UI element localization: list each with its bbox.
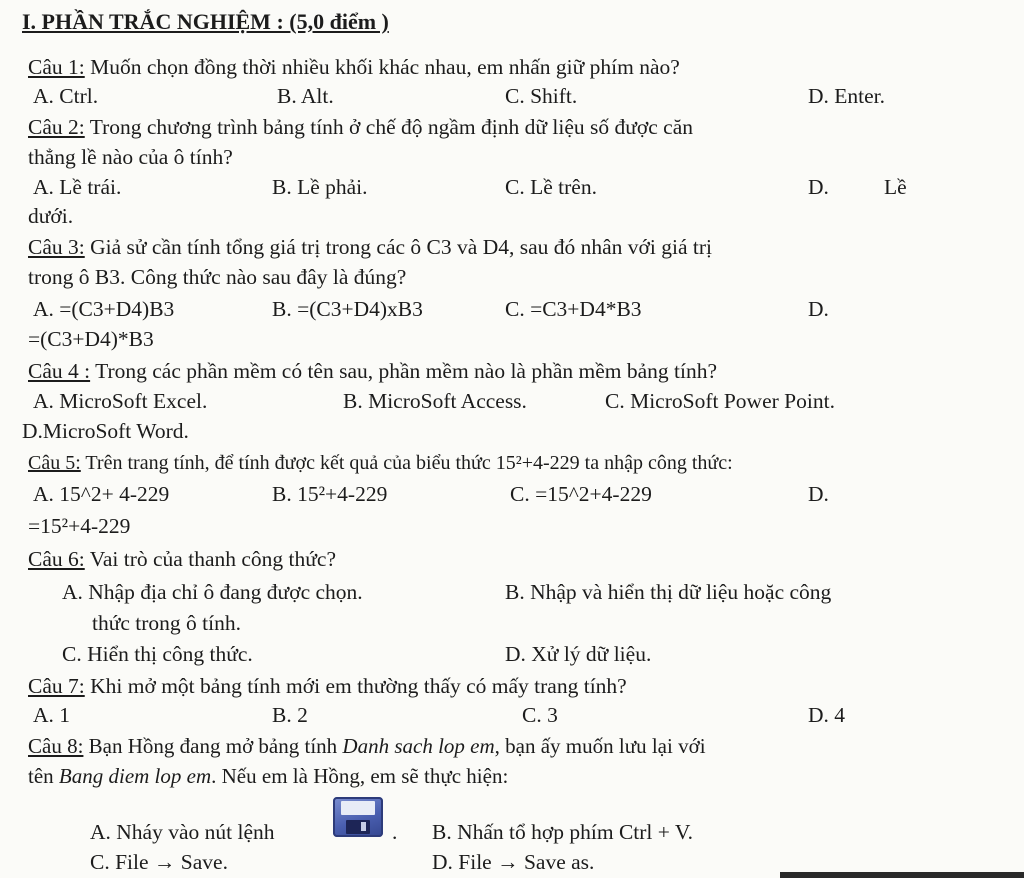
q2-option-d-word: Lề	[884, 175, 907, 199]
question-2-text-line-2: thẳng lề nào của ô tính?	[28, 145, 233, 169]
question-1	[28, 55, 680, 81]
question-4-label: Câu 4 :	[28, 359, 91, 383]
q4-option-b: B. MicroSoft Access.	[343, 389, 527, 413]
q5-option-b: B. 15²+4-229	[272, 482, 388, 506]
q4-option-c: C. MicroSoft Power Point.	[605, 389, 835, 413]
question-3-text-line-2: trong ô B3. Công thức nào sau đây là đúng?	[28, 265, 407, 289]
q5-option-d-continued: =15²+4-229	[28, 514, 131, 538]
q1-option-b: B. Alt.	[277, 84, 334, 108]
q8-option-a: A. Nháy vào nút lệnh	[90, 820, 275, 844]
question-5-text: Trên trang tính, để tính được kết quả của biểu thức 15²+4-229 ta nhập công thức:	[80, 452, 733, 474]
section-title: I. PHẦN TRẮC NGHIỆM : (5,0 điểm )	[22, 9, 389, 34]
question-8-line-2	[28, 764, 508, 789]
save-icon-label-area	[341, 801, 375, 815]
q4-option-d: D.MicroSoft Word.	[22, 419, 189, 443]
q6-option-b-line-2: thức trong ô tính.	[92, 611, 241, 635]
q1-option-a: A. Ctrl.	[33, 84, 99, 108]
question-3-label: Câu 3:	[28, 235, 85, 259]
question-5-label: Câu 5:	[28, 452, 81, 474]
q8-option-a-period: .	[392, 820, 398, 844]
q4-option-a: A. MicroSoft Excel.	[33, 389, 208, 413]
q2-option-c: C. Lề trên.	[505, 175, 597, 199]
q8-option-c: C. File → Save.	[90, 850, 228, 874]
question-7-text: Khi mở một bảng tính mới em thường thấy có mấy trang tính?	[84, 674, 627, 698]
question-8-new-name: Bang diem lop em	[58, 764, 212, 788]
q2-option-d: D.	[808, 175, 829, 199]
question-8-text-part-3: tên	[28, 764, 59, 788]
q6-option-b-line-1: B. Nhập và hiển thị dữ liệu hoặc công	[505, 580, 832, 604]
question-8-sheet-name: Danh sach lop em	[342, 734, 495, 758]
question-3	[28, 235, 712, 261]
question-1-label: Câu 1:	[28, 55, 85, 79]
question-6	[28, 547, 336, 573]
question-7-label: Câu 7:	[28, 674, 85, 698]
q6-option-a: A. Nhập địa chỉ ô đang được chọn.	[62, 580, 363, 604]
question-2	[28, 115, 693, 141]
bottom-edge-bar	[780, 872, 1024, 878]
question-6-text: Vai trò của thanh công thức?	[84, 547, 336, 571]
q7-option-a: A. 1	[33, 703, 71, 727]
q7-option-b: B. 2	[272, 703, 308, 727]
q3-option-a: A. =(C3+D4)B3	[33, 297, 175, 321]
question-4	[28, 359, 717, 385]
question-5	[28, 451, 733, 475]
q2-option-d-continued: dưới.	[28, 204, 74, 228]
question-2-text-line-1: Trong chương trình bảng tính ở chế độ ngầm định dữ liệu số được căn	[84, 115, 694, 139]
q2-option-a: A. Lề trái.	[33, 175, 122, 199]
question-6-label: Câu 6:	[28, 547, 85, 571]
q1-option-d: D. Enter.	[808, 84, 886, 108]
q3-option-d-continued: =(C3+D4)*B3	[28, 327, 154, 351]
q1-option-c: C. Shift.	[505, 84, 578, 108]
question-8	[28, 734, 706, 759]
question-3-text-line-1: Giả sử cần tính tổng giá trị trong các ô C3 và D4, sau đó nhân với giá trị	[84, 235, 713, 259]
question-1-text: Muốn chọn đồng thời nhiều khối khác nhau, em nhấn giữ phím nào?	[84, 55, 680, 79]
q7-option-d: D. 4	[808, 703, 846, 727]
save-icon	[333, 797, 383, 837]
question-7	[28, 674, 627, 700]
question-8-text-part-2: , bạn ấy muốn lưu lại với	[494, 734, 706, 758]
q3-option-d: D.	[808, 297, 829, 321]
save-icon-shutter	[346, 820, 370, 834]
q8-option-d: D. File → Save as.	[432, 850, 595, 874]
question-4-text: Trong các phần mềm có tên sau, phần mềm nào là phần mềm bảng tính?	[90, 359, 718, 383]
q5-option-c: C. =15^2+4-229	[510, 482, 652, 506]
question-8-text-part-4: . Nếu em là Hồng, em sẽ thực hiện:	[211, 764, 509, 788]
question-8-label: Câu 8:	[28, 734, 84, 758]
q3-option-c: C. =C3+D4*B3	[505, 297, 642, 321]
q6-option-d: D. Xử lý dữ liệu.	[505, 642, 652, 666]
q6-option-c: C. Hiển thị công thức.	[62, 642, 253, 666]
q3-option-b: B. =(C3+D4)xB3	[272, 297, 423, 321]
question-8-text-part-1: Bạn Hồng đang mở bảng tính	[83, 734, 343, 758]
q5-option-a: A. 15^2+ 4-229	[33, 482, 170, 506]
question-2-label: Câu 2:	[28, 115, 85, 139]
q8-option-b: B. Nhấn tổ hợp phím Ctrl + V.	[432, 820, 694, 844]
q7-option-c: C. 3	[522, 703, 558, 727]
q5-option-d: D.	[808, 482, 829, 506]
q2-option-b: B. Lề phải.	[272, 175, 368, 199]
